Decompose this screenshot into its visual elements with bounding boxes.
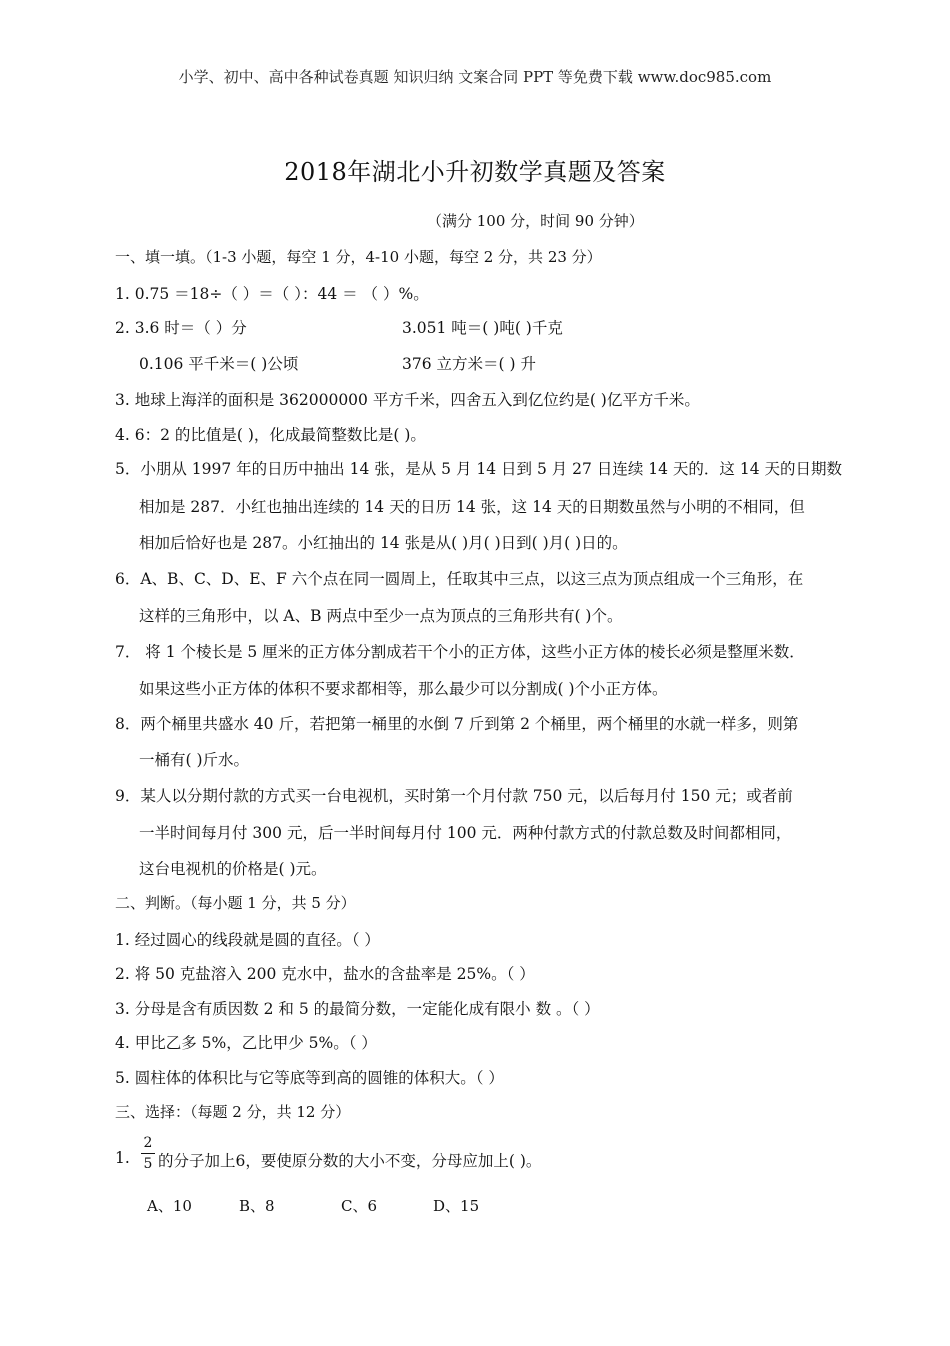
question-1-2d: 376 立方米＝( ) 升: [402, 355, 536, 373]
question-1-2c: 0.106 平千米＝( )公顷: [139, 355, 299, 373]
question-1-9-line3: 这台电视机的价格是( )元。: [139, 860, 327, 878]
question-1-8-line2: 一桶有( )斤水。: [139, 751, 250, 769]
judge-item: 1. 经过圆心的线段就是圆的直径。（ ）: [115, 931, 380, 949]
judge-item: 5. 圆柱体的体积比与它等底等到高的圆锥的体积大。（ ）: [115, 1069, 504, 1087]
question-1-4: 4. 6：2 的比值是( )，化成最简整数比是( )。: [115, 426, 426, 444]
fraction-denominator: 5: [143, 1156, 153, 1172]
section2-heading: 二、判断。（每小题 1 分，共 5 分）: [115, 894, 356, 912]
question-1-6-line1: 6．A、B、C、D、E、F 六个点在同一圆周上，任取其中三点，以这三点为顶点组成一个三角形，在: [115, 570, 804, 588]
question-1-2b: 3.051 吨＝( )吨( )千克: [402, 319, 563, 337]
question-1-1: 1. 0.75 ＝18÷（ ）＝（ ）：44 ＝ （ ）%。: [115, 285, 429, 303]
fraction-numerator: 2: [141, 1133, 155, 1154]
section1-heading: 一、填一填。（1-3 小题，每空 1 分，4-10 小题，每空 2 分，共 23 分）: [115, 248, 602, 266]
choice-q1-number: 1.: [115, 1149, 130, 1167]
choice-q1-text: 的分子加上6，要使原分数的大小不变，分母应加上( )。: [158, 1152, 542, 1170]
question-1-7-line1: 7． 将 1 个棱长是 5 厘米的正方体分割成若干个小的正方体，这些小正方体的棱长必须是整厘米数．: [115, 643, 805, 661]
question-1-5-line1: 5．小朋从 1997 年的日历中抽出 14 张，是从 5 月 14 日到 5 月 27 日连续 14 天的．这 14 天的日期数: [115, 460, 842, 478]
choice-option-d: D、15: [433, 1197, 480, 1215]
choice-option-a: A、10: [147, 1197, 192, 1215]
section3-heading: 三、选择：（每题 2 分，共 12 分）: [115, 1103, 351, 1121]
exam-meta: （满分 100 分，时间 90 分钟）: [427, 212, 644, 230]
question-1-6-line2: 这样的三角形中，以 A、B 两点中至少一点为顶点的三角形共有( )个。: [139, 607, 623, 625]
judge-item: 4. 甲比乙多 5%，乙比甲少 5%。（ ）: [115, 1034, 377, 1052]
question-1-7-line2: 如果这些小正方体的体积不要求都相等，那么最少可以分割成( )个小正方体。: [139, 680, 668, 698]
choice-option-b: B、8: [239, 1197, 275, 1215]
question-1-5-line2: 相加是 287．小红也抽出连续的 14 天的日历 14 张，这 14 天的日期数虽然与小明的不相同，但: [139, 498, 805, 516]
site-header: 小学、初中、高中各种试卷真题 知识归纳 文案合同 PPT 等免费下载 www.doc985.com: [178, 68, 772, 86]
judge-item: 2. 将 50 克盐溶入 200 克水中，盐水的含盐率是 25%。（ ）: [115, 965, 535, 983]
page-title: 2018年湖北小升初数学真题及答案: [284, 158, 666, 186]
question-1-3: 3. 地球上海洋的面积是 362000000 平方千米，四舍五入到亿位约是( )亿平方千米。: [115, 391, 700, 409]
judge-item: 3. 分母是含有质因数 2 和 5 的最简分数，一定能化成有限小 数 。（ ）: [115, 1000, 600, 1018]
choice-option-c: C、6: [341, 1197, 378, 1215]
question-1-8-line1: 8．两个桶里共盛水 40 斤，若把第一桶里的水倒 7 斤到第 2 个桶里，两个桶里的水就一样多，则第: [115, 715, 799, 733]
question-1-5-line3: 相加后恰好也是 287。小红抽出的 14 张是从( )月( )日到( )月( )日的。: [139, 534, 628, 552]
question-1-2a: 2. 3.6 时＝（ ）分: [115, 319, 247, 337]
question-1-9-line1: 9．某人以分期付款的方式买一台电视机，买时第一个月付款 750 元，以后每月付 150 元；或者前: [115, 787, 793, 805]
fraction: [141, 1133, 155, 1174]
question-1-9-line2: 一半时间每月付 300 元，后一半时间每月付 100 元．两种付款方式的付款总数及时间都相同，: [139, 824, 792, 842]
